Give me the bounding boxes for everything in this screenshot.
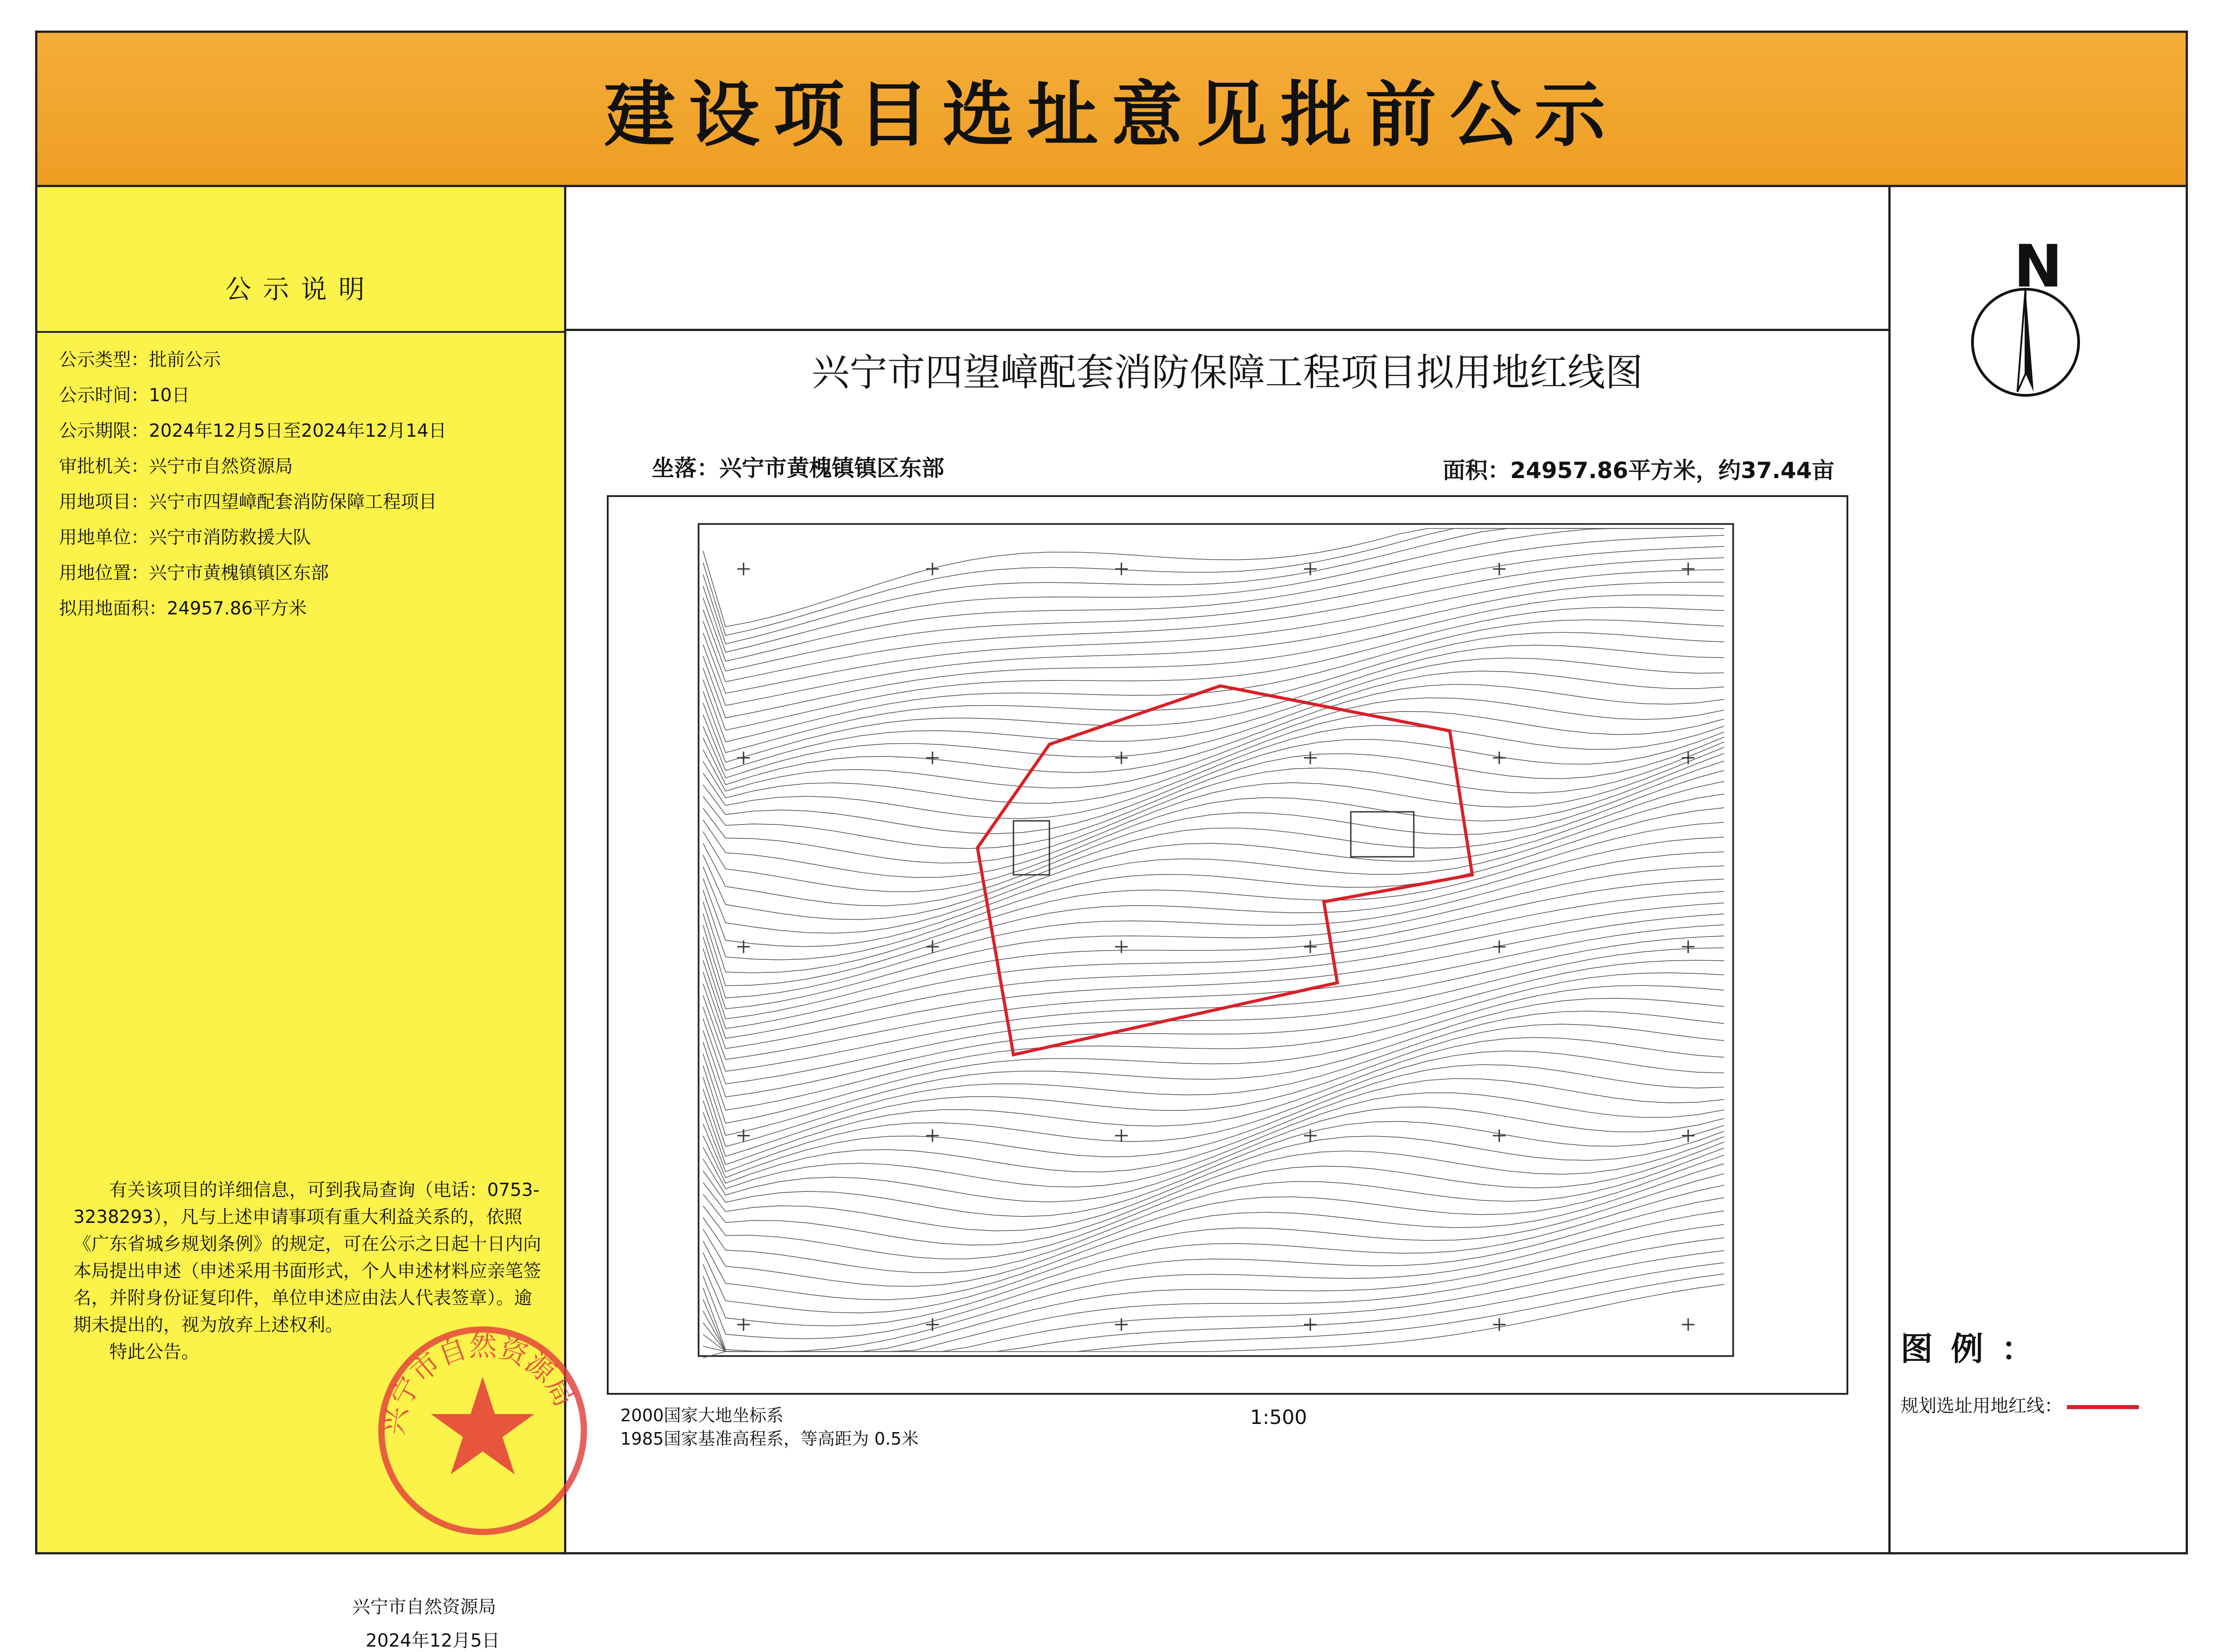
contour-line: [703, 528, 1724, 652]
svg-text:兴宁市自然资源局: 兴宁市自然资源局: [377, 1330, 581, 1437]
grid-cross: [737, 940, 750, 953]
scale-label: 1:500: [1250, 1406, 1307, 1429]
info-row: 拟用地面积：24957.86平方米: [59, 598, 307, 619]
building: [1351, 812, 1414, 857]
map-inner-frame: [699, 524, 1733, 1356]
map-top-area: [566, 187, 1888, 331]
grid-cross: [1493, 752, 1506, 764]
official-seal-icon: [370, 1318, 595, 1543]
contour-line: [703, 645, 1724, 762]
info-row: 用地单位：兴宁市消防救援大队: [59, 527, 311, 548]
contour-line: [703, 903, 1724, 1039]
contour-line: [703, 936, 1724, 1071]
notice-end: 特此公告。: [109, 1342, 199, 1362]
map-title: 兴宁市四望嶂配套消防保障工程项目拟用地红线图: [811, 350, 1643, 394]
grid-cross: [737, 1129, 750, 1142]
contour-line: [703, 732, 1724, 834]
map-footnote: [620, 1404, 919, 1451]
info-row: 审批机关：兴宁市自然资源局: [59, 456, 293, 477]
contour-line: [703, 595, 1724, 718]
contour-line: [703, 866, 1724, 1009]
area-label: 面积：24957.86平方米，约37.44亩: [1443, 457, 1834, 484]
sidebar-title: 公示说明: [225, 274, 376, 304]
grid-cross: [1115, 940, 1128, 953]
legend-title: 图例：: [1900, 1330, 2052, 1368]
contour-line: [703, 1142, 1724, 1259]
sign-date: 2024年12月5日: [366, 1630, 500, 1651]
grid-cross: [1682, 940, 1694, 953]
grid-cross: [1682, 1129, 1694, 1142]
contour-lines: [703, 528, 1724, 1358]
contour-line: [703, 1011, 1724, 1146]
info-row: 用地项目：兴宁市四望嶂配套消防保障工程项目: [59, 492, 437, 512]
grid-cross: [1304, 1318, 1317, 1331]
contour-line: [703, 1198, 1724, 1339]
grid-cross: [1493, 1318, 1506, 1331]
contour-line: [703, 1065, 1724, 1177]
contour-line: [703, 607, 1724, 730]
info-row: 公示时间：10日: [59, 385, 190, 406]
contour-line: [703, 852, 1724, 998]
contour-line: [703, 1211, 1724, 1352]
grid-cross: [1115, 563, 1128, 575]
banner: [35, 31, 2188, 187]
contour-line: [703, 808, 1724, 960]
page-title: 建设项目选址意见批前公示: [604, 73, 1619, 157]
sidebar-divider: [37, 331, 564, 333]
contour-line: [703, 1251, 1724, 1352]
map-panel: [566, 187, 1891, 1552]
red-line-swatch: [2067, 1405, 2139, 1409]
north-label: N: [2013, 232, 2063, 300]
contour-line: [703, 985, 1724, 1123]
grid-cross: [737, 752, 750, 764]
contour-line: [703, 781, 1724, 933]
grid-cross: [1304, 563, 1317, 575]
grid-cross: [1493, 940, 1506, 953]
info-row: 公示类型：批前公示: [59, 349, 221, 370]
notice-text: 有关该项目的详细信息，可到我局查询（电话：0753-3238293），凡与上述申请事项有重大利益关系的，依照《广东省城乡规划条例》的规定，可在公示之日起十日内向本局提出申述（申述采用书面形式，个人申述材料应亲笔签名，并附身份证复印件，单位申述应由法人代表签章）。逾期未提出的，视为放弃上述权利。 特此公告。: [73, 1177, 541, 1365]
contour-line: [703, 1185, 1724, 1326]
contour-line: [703, 1121, 1724, 1217]
contour-line: [703, 891, 1724, 1029]
north-arrow-icon: [1967, 284, 2084, 401]
grid-cross: [1304, 752, 1317, 764]
contour-line: [703, 528, 1724, 627]
grid-cross: [1115, 1129, 1128, 1142]
info-row: 公示期限：2024年12月5日至2024年12月14日: [59, 421, 447, 441]
contour-line: [703, 761, 1724, 906]
grid-cross: [737, 563, 750, 575]
contour-line: [703, 1024, 1724, 1156]
info-list: [59, 342, 554, 627]
contour-line: [703, 879, 1724, 1019]
notice-sidebar: [37, 187, 581, 1651]
info-row: 用地位置：兴宁市黄槐镇镇区东部: [59, 563, 329, 583]
contour-line: [703, 1238, 1724, 1352]
grid-cross: [926, 563, 939, 575]
contour-line: [703, 698, 1724, 791]
contour-line: [703, 1137, 1724, 1245]
grid-cross: [1304, 940, 1317, 953]
location-label: 坐落：兴宁市黄槐镇镇区东部: [652, 455, 944, 481]
contour-line: [703, 658, 1724, 770]
grid-cross: [926, 1129, 939, 1142]
grid-cross: [1682, 563, 1694, 575]
contour-map: [609, 497, 1847, 1393]
contour-line: [703, 1285, 1724, 1358]
contour-line: [703, 973, 1724, 1110]
grid-cross: [926, 940, 939, 953]
contour-line: [703, 1164, 1724, 1300]
signer: 兴宁市自然资源局: [352, 1597, 496, 1617]
contour-line: [703, 1051, 1724, 1172]
grid-cross: [1493, 1129, 1506, 1142]
coord-system: 2000国家大地坐标系: [620, 1406, 784, 1425]
grid-cross: [1682, 752, 1694, 764]
grid-cross: [1115, 1318, 1128, 1331]
elevation-system: 1985国家基准高程系，等高距为 0.5米: [620, 1429, 919, 1449]
legend-panel: [1891, 187, 2186, 1552]
topographic-map: [607, 495, 1848, 1395]
grid-cross: [926, 752, 939, 764]
grid-cross: [1493, 563, 1506, 575]
contour-line: [703, 1038, 1724, 1165]
legend-item-red-line: 规划选址用地红线：: [1900, 1392, 2139, 1417]
grid-cross: [1115, 752, 1128, 764]
contour-line: [703, 558, 1724, 682]
grid-cross: [1682, 1318, 1694, 1331]
contour-line: [703, 914, 1724, 1048]
